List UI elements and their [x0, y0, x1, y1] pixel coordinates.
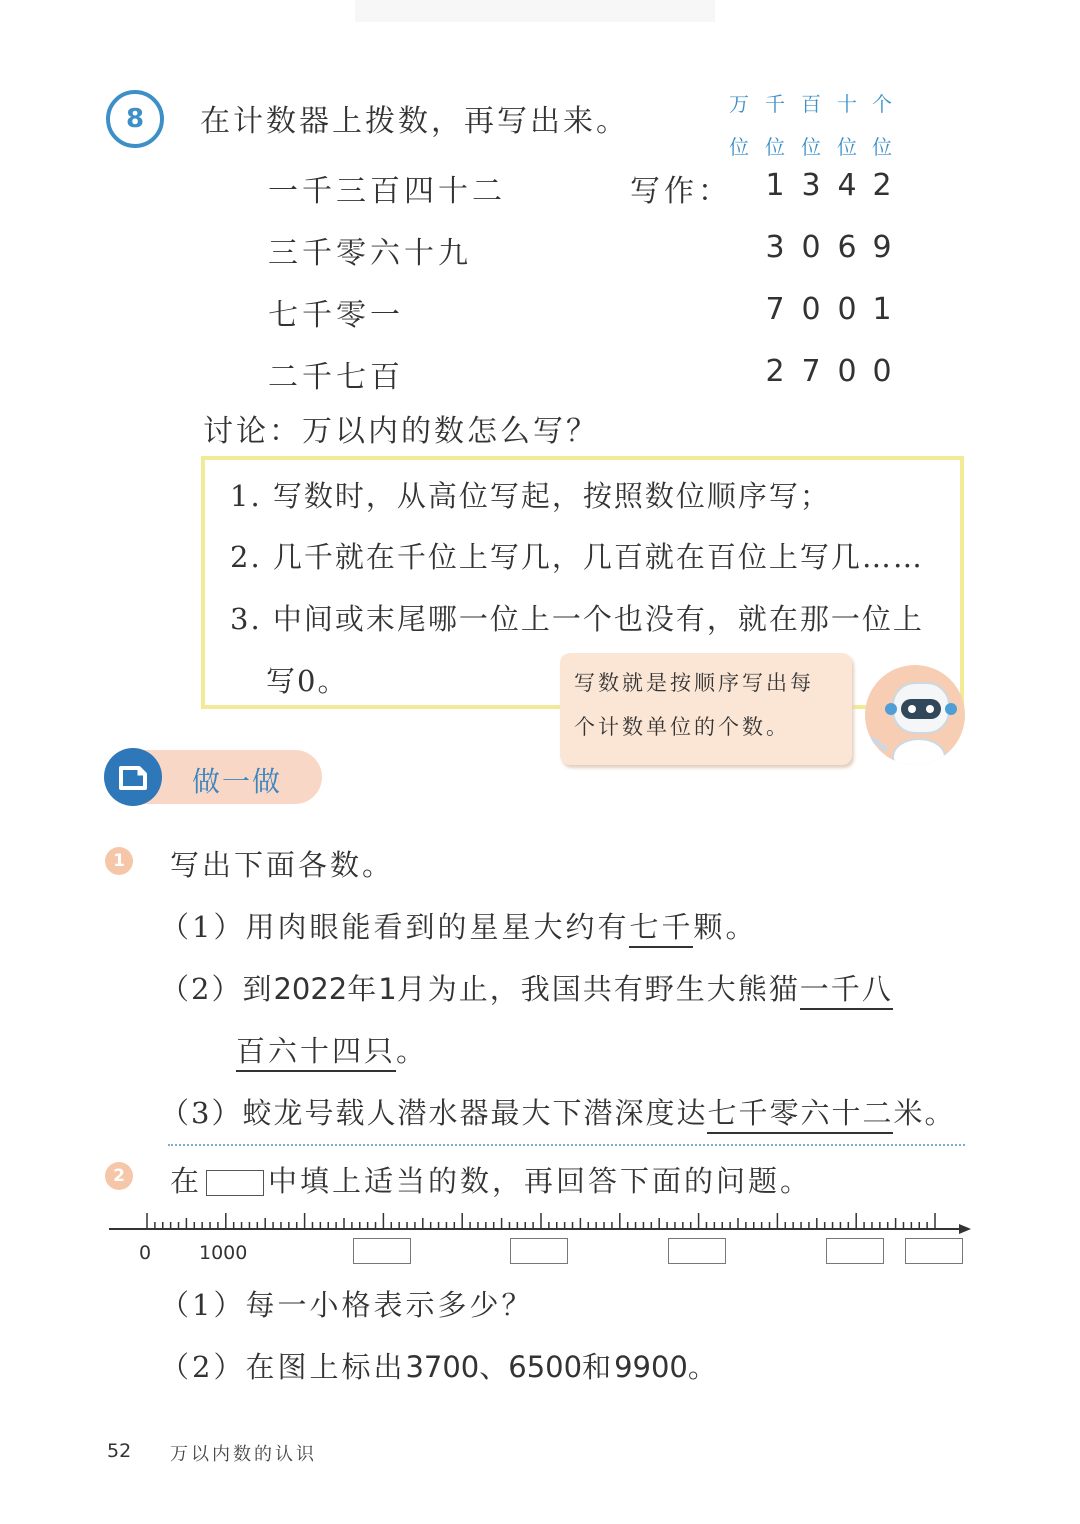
item-text: （1）用肉眼能看到的星星大约有 — [160, 910, 630, 944]
digit: 0 — [872, 354, 892, 389]
rule-item: 3. 中间或末尾哪一位上一个也没有，就在那一位上 — [230, 602, 924, 636]
digit: 3 — [801, 168, 821, 203]
digit: 0 — [837, 354, 857, 389]
question-item — [160, 1091, 955, 1132]
answer-box[interactable] — [510, 1238, 568, 1264]
answer-box[interactable] — [905, 1238, 963, 1264]
answer-underline: 百六十四只 — [236, 1034, 396, 1072]
question-prompt: 写出下面各数。 — [170, 848, 395, 882]
robot-icon — [865, 665, 965, 765]
item-text: （2）在图上标出 — [160, 1350, 406, 1384]
example-intro: 在计数器上拨数，再写出来。 — [200, 104, 629, 139]
answer-box[interactable] — [668, 1238, 726, 1264]
place-label: 百 — [801, 92, 821, 116]
item-text: 和 — [582, 1350, 615, 1384]
answer-underline: 七千 — [629, 910, 693, 948]
digit: 0 — [801, 292, 821, 327]
sub-question: （1）每一小格表示多少？ — [160, 1288, 534, 1322]
practice-icon — [104, 748, 162, 806]
digit: 7 — [765, 292, 785, 327]
number-words: 七千零一 — [268, 298, 404, 333]
question-item — [160, 967, 893, 1008]
speech-bubble — [560, 653, 852, 765]
place-label: 个 — [872, 92, 892, 116]
digit: 6 — [837, 230, 857, 265]
sub-question — [160, 1345, 720, 1386]
chapter-title: 万以内数的认识 — [170, 1444, 317, 1465]
item-month: 1 — [378, 972, 397, 1006]
item-text: 米。 — [893, 1096, 956, 1130]
digit: 4 — [837, 168, 857, 203]
number-words: 三千零六十九 — [268, 236, 472, 271]
bubble-line: 个计数单位的个数。 — [574, 715, 790, 739]
digit: 0 — [801, 230, 821, 265]
axis-label: 0 — [139, 1242, 152, 1264]
question-number-badge: 1 — [105, 847, 133, 875]
place-label: 位 — [872, 135, 892, 159]
rule-item: 写0。 — [266, 664, 349, 698]
place-label: 位 — [729, 135, 749, 159]
answer-box[interactable] — [826, 1238, 884, 1264]
bubble-line: 写数就是按顺序写出每 — [574, 671, 814, 695]
section-divider — [168, 1144, 965, 1146]
digit: 3 — [765, 230, 785, 265]
answer-underline: 七千零六十二 — [707, 1096, 893, 1134]
place-label: 位 — [837, 135, 857, 159]
item-text: 颗。 — [693, 910, 758, 944]
digit: 0 — [837, 292, 857, 327]
digit: 9 — [872, 230, 892, 265]
place-label: 位 — [801, 135, 821, 159]
item-text: 。 — [396, 1034, 429, 1068]
place-label: 十 — [837, 92, 857, 116]
answer-underline: 一千八 — [800, 972, 893, 1010]
item-text: 中填上适当的数，再回答下面的问题。 — [268, 1164, 813, 1198]
item-text: 在 — [170, 1164, 203, 1198]
place-label: 千 — [765, 92, 785, 116]
axis-label: 1000 — [199, 1242, 248, 1264]
discussion-prompt: 讨论：万以内的数怎么写？ — [203, 414, 599, 449]
digit: 1 — [872, 292, 892, 327]
number-words: 二千七百 — [268, 360, 404, 395]
digit-grid — [760, 168, 900, 398]
rule-item: 2. 几千就在千位上写几，几百就在百位上写几…… — [230, 540, 924, 574]
question-item — [160, 905, 757, 946]
item-text: 年 — [347, 972, 379, 1006]
place-label: 万 — [729, 92, 749, 116]
example-number-badge: 8 — [106, 90, 164, 148]
rule-item: 1. 写数时，从高位写起，按照数位顺序写； — [230, 479, 831, 513]
question-prompt — [170, 1159, 812, 1200]
item-values: 3700、6500 — [405, 1350, 583, 1384]
page-number: 52 — [107, 1440, 132, 1462]
place-value-header — [724, 88, 894, 158]
question-number-badge: 2 — [105, 1162, 133, 1190]
number-line — [105, 1205, 975, 1239]
robot-avatar — [865, 665, 965, 765]
item-text: （3）蛟龙号载人潜水器最大下潜深度达 — [160, 1096, 708, 1130]
item-text: （2）到 — [160, 972, 274, 1006]
write-label: 写作： — [630, 174, 732, 209]
top-band — [355, 0, 715, 22]
digit: 2 — [872, 168, 892, 203]
item-text: 。 — [687, 1350, 720, 1384]
blank-box — [206, 1170, 264, 1196]
answer-box[interactable] — [353, 1238, 411, 1264]
number-words: 一千三百四十二 — [268, 174, 506, 209]
item-values: 9900 — [614, 1350, 688, 1384]
digit: 2 — [765, 354, 785, 389]
item-year: 2022 — [273, 972, 348, 1006]
question-item-continuation — [236, 1029, 428, 1070]
digit: 1 — [765, 168, 785, 203]
place-label: 位 — [765, 135, 785, 159]
practice-title: 做一做 — [192, 765, 283, 798]
digit: 7 — [801, 354, 821, 389]
number-line-ticks — [147, 1213, 935, 1229]
item-text: 月为止，我国共有野生大熊猫 — [396, 972, 800, 1006]
